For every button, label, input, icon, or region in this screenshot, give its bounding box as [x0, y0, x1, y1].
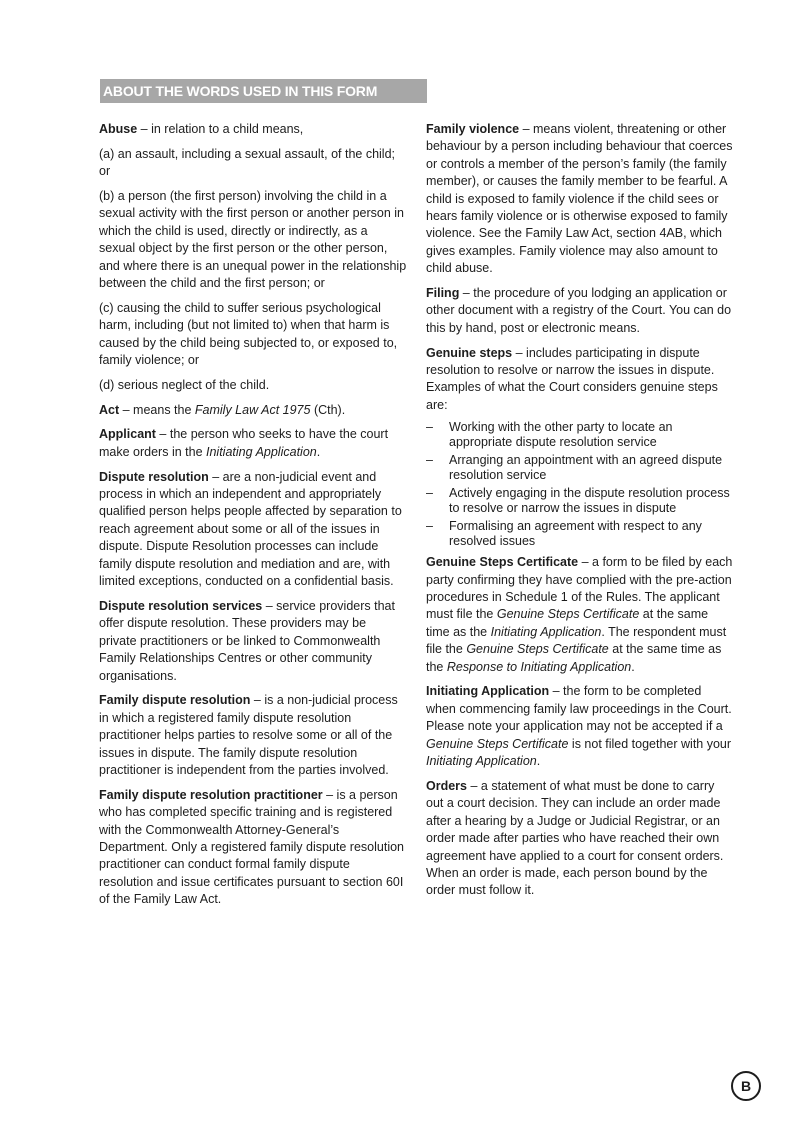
term: Dispute resolution [99, 469, 209, 484]
term: Abuse [99, 122, 138, 136]
definition-dispute-resolution-services: Dispute resolution services – service providers that offer dispute resolution. These providers may be private practitioners or be linked to Commonwealth Family Relationships Centres or other community organisations. [99, 598, 395, 683]
section-heading: ABOUT THE WORDS USED IN THIS FORM [100, 79, 427, 103]
definition-abuse: Abuse – in relation to a child means, [99, 122, 304, 136]
definition-genuine-steps: Genuine steps – includes participating in dispute resolution to resolve or narrow the issues in dispute. Examples of what the Court considers genuine steps are: [426, 345, 718, 412]
abuse-item-c: (c) causing the child to suffer serious psychological harm, including (but not limited to) when that harm is caused by the child being subjected to, or exposed to, family violence; or [99, 300, 398, 368]
term: Genuine steps [426, 345, 513, 360]
definition-family-violence: Family violence – means violent, threatening or other behaviour by a person including behaviour that coerces or controls a member of the person’s family (the family member), or causes the family member to be fearful. A child is exposed to family violence if the child sees or hears family violence or is otherwise exposed to family violence. See the Family Law Act, section 4AB, which gives examples. Family violence may also amount to child abuse. [426, 122, 733, 276]
list-item: – Working with the other party to locate an appropriate dispute resolution service [426, 419, 673, 449]
list-item: – Arranging an appointment with an agreed dispute resolution service [426, 452, 723, 482]
left-column [99, 121, 407, 916]
dash-bullet: – [426, 519, 433, 534]
abuse-item-d: (d) serious neglect of the child. [99, 377, 270, 392]
list-item: – Actively engaging in the dispute resolution process to resolve or narrow the issues in dispute [426, 486, 730, 516]
term: Family dispute resolution practitioner [99, 787, 323, 802]
term: Act [99, 402, 120, 417]
right-column [426, 121, 734, 907]
term: Orders [426, 778, 467, 793]
definition-dispute-resolution: Dispute resolution – are a non-judicial event and process in which an independent and appropriately qualified person helps people affected by separation to reach agreement about some or all of the issues in dispute. Dispute Resolution processes can include family dispute resolution and mediation and are, with limited exceptions, conducted on a confidential basis. [99, 469, 402, 589]
definition-act: Act – means the Family Law Act 1975 (Cth). [99, 402, 346, 417]
definition-family-dispute-resolution: Family dispute resolution – is a non-judicial process in which a registered family dispute resolution practitioner helps parties to resolve some or all of the issues in dispute. The family dispute resolution practitioner is independent from the parties involved. [99, 693, 398, 777]
definition-initiating-application: Initiating Application – the form to be completed when commencing family law proceedings in the Court. Please note your application may not be accepted if a Genuine Steps Certificate is not filed together with your Initiating Application. [426, 684, 732, 769]
dash-bullet: – [426, 419, 433, 434]
abuse-item-a: (a) an assault, including a sexual assault, of the child; or [99, 146, 396, 179]
term: Applicant [99, 427, 156, 442]
dash-bullet: – [426, 486, 433, 501]
list-item: – Formalising an agreement with respect to any resolved issues [426, 519, 702, 549]
term: Dispute resolution services [99, 598, 263, 613]
term: Family violence [426, 122, 520, 136]
term: Initiating Application [426, 684, 550, 699]
definition-fdr-practitioner: Family dispute resolution practitioner – is a person who has completed specific training and is registered with the Commonwealth Attorney-General’s Department. Only a registered family dispute resolution practitioner can conduct formal family dispute resolution and issue certificates pursuant to section 60I of the Family Law Act. [99, 787, 405, 907]
definition-filing: Filing – the procedure of you lodging an application or other document with a registry of the Court. You can do this by hand, post or electronic means. [426, 286, 732, 335]
abuse-item-b: (b) a person (the first person) involving the child in a sexual activity with the first person or another person in which the child is used, directly or indirectly, as a sexual object by the first person or the other person, and where there is an unequal power in the relationship between the child and the first person; or [99, 189, 407, 291]
term: Genuine Steps Certificate [426, 555, 579, 570]
definition-genuine-steps-certificate: Genuine Steps Certificate – a form to be filed by each party confirming they have complied with the pre-action procedures in Schedule 1 of the Rules. The applicant must file the Genuine Steps Certificate at the same time as the Initiating Application. The respondent must file the Genuine Steps Certificate at the same time as the Response to Initiating Application. [426, 555, 733, 674]
term: Family dispute resolution [99, 693, 251, 708]
page-badge: B [731, 1071, 761, 1101]
dash-bullet: – [426, 452, 433, 467]
term: Filing [426, 286, 460, 301]
genuine-steps-list [426, 420, 734, 550]
definition-orders: Orders – a statement of what must be done to carry out a court decision. They can include an order made after a hearing by a Judge or Judicial Registrar, or an order made after parties who have reached their own agreement have applied to a court for consent orders. When an order is made, each person bound by the order must follow it. [426, 778, 724, 898]
definition-applicant: Applicant – the person who seeks to have the court make orders in the Initiating Application. [99, 427, 389, 459]
